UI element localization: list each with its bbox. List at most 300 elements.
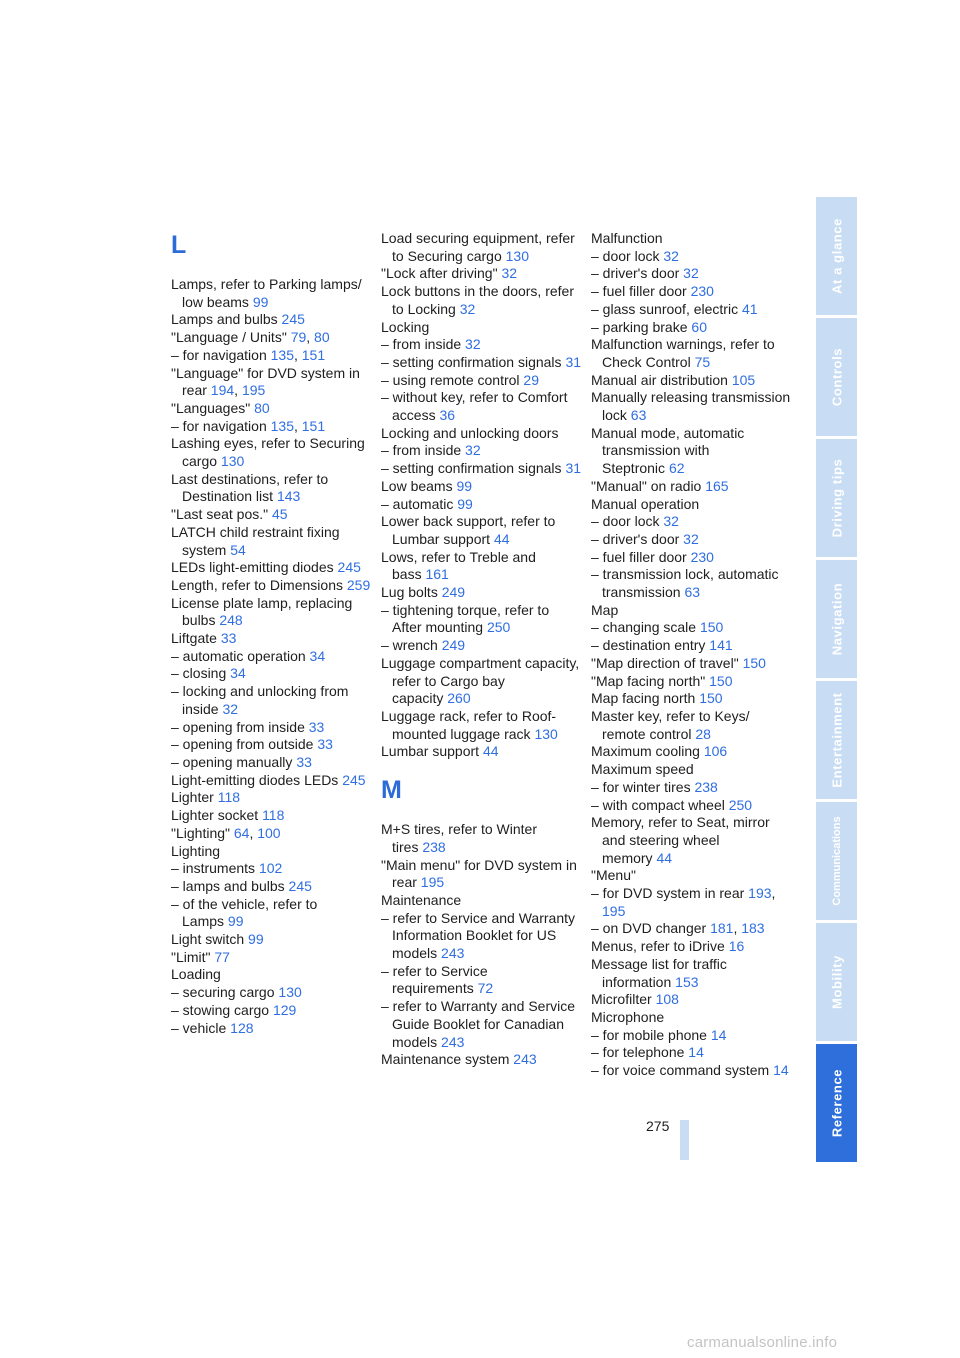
page-reference-link[interactable]: 28 [695, 725, 711, 742]
page-reference-link[interactable]: 259 [346, 576, 371, 593]
index-entry-text: Map [591, 601, 619, 618]
page-reference-link[interactable]: 63 [684, 584, 701, 601]
page-reference-link[interactable]: 62 [668, 460, 685, 477]
index-entry-text: – automatic [381, 495, 454, 512]
page-reference-link[interactable]: 193 [748, 885, 772, 902]
index-entry [591, 1044, 791, 1062]
index-entry [381, 998, 581, 1051]
index-entry-text: – instruments [171, 860, 256, 877]
index-entry [591, 991, 791, 1009]
index-entry-text: – refer to Warranty and Service Guide Booklet for Canadian models [381, 998, 576, 1050]
page-reference-link[interactable]: 36 [439, 407, 456, 424]
index-entry [171, 665, 371, 683]
index-entry-text: "Lighting" [171, 824, 230, 841]
index-entry-text: Loading [171, 966, 221, 983]
page-reference-link[interactable]: 250 [728, 796, 753, 813]
watermark: carmanualsonline.info [687, 1334, 838, 1351]
page-reference-link[interactable]: 130 [505, 247, 529, 264]
page-reference-link[interactable]: 238 [694, 778, 718, 795]
page-reference-link[interactable]: 143 [276, 488, 301, 505]
page-reference-link[interactable]: 60 [691, 318, 707, 335]
page-reference-link[interactable]: 32 [683, 265, 699, 282]
page-reference-link[interactable]: 150 [709, 672, 733, 689]
index-entry [381, 708, 581, 743]
index-entry [171, 400, 371, 418]
index-entry-text: – setting confirmation signals [381, 353, 562, 370]
page-reference-link[interactable]: 79 [290, 329, 307, 346]
index-entry [591, 814, 791, 867]
index-entry-text: Light switch [171, 931, 245, 948]
index-entry-text: "Lock after driving" [381, 265, 498, 282]
index-entry [591, 372, 791, 390]
index-entry [381, 319, 581, 337]
page-reference-link[interactable]: 128 [230, 1019, 254, 1036]
index-entry-text: – tightening torque, refer to After mounting [381, 601, 550, 636]
index-entry-text: Manually releasing transmission lock [591, 389, 791, 424]
page-reference-link[interactable]: 32 [663, 247, 679, 264]
index-entry [171, 860, 371, 878]
index-entry [171, 435, 371, 470]
index-entry [591, 425, 791, 478]
index-entry [591, 673, 791, 691]
index-entry-text: Lighting [171, 842, 221, 859]
index-entry [381, 283, 581, 318]
index-entry [171, 648, 371, 666]
page-reference-link[interactable]: 106 [703, 743, 728, 760]
index-entry-text: – door lock [591, 513, 660, 530]
index-entry [171, 524, 371, 559]
index-entry-text: – for DVD system in rear [591, 885, 745, 902]
index-entry [381, 892, 581, 910]
page-reference-link[interactable]: 32 [465, 336, 481, 353]
index-entry-text: – wrench [381, 637, 438, 654]
page-reference-link[interactable]: 44 [482, 743, 499, 760]
index-entry [591, 549, 791, 567]
index-entry-text: – opening from inside [171, 718, 305, 735]
page-reference-link[interactable]: 130 [220, 453, 245, 470]
page-reference-link[interactable]: 194 [210, 382, 235, 399]
index-entry-text: – from inside [381, 336, 462, 353]
index-entry-text: – changing scale [591, 619, 697, 636]
page-reference-link[interactable]: 31 [565, 460, 582, 477]
page-reference-link[interactable]: 129 [272, 1001, 297, 1018]
index-entry-text: Manual mode, automatic transmission with Steptronic [591, 424, 745, 477]
page-reference-link[interactable]: 118 [262, 807, 285, 824]
index-entry [381, 372, 581, 390]
index-entry-text: "Map direction of travel" [591, 654, 739, 671]
index-entry [171, 311, 371, 329]
index-entry-text: – closing [171, 665, 227, 682]
index-entry [381, 354, 581, 372]
index-entry-text: Lamps and bulbs [171, 311, 278, 328]
index-entry [381, 655, 581, 708]
index-entry-text: Microfilter [591, 991, 652, 1008]
index-entry-text: Last destinations, refer to Destination list [171, 470, 329, 505]
page-reference-link[interactable]: 181 [710, 920, 734, 937]
index-entry [381, 743, 581, 761]
index-entry [591, 531, 791, 549]
index-entry: – for navigation 135, 151 [171, 346, 326, 363]
page-reference-link[interactable]: 130 [278, 984, 302, 1001]
index-entry-text: Message list for traffic information [591, 955, 727, 990]
page-marker-bar [680, 1120, 689, 1160]
page-reference-link[interactable]: 245 [337, 559, 361, 576]
index-entry [591, 637, 791, 655]
index-entry [591, 496, 791, 514]
index-entry-text: – for winter tires [591, 778, 691, 795]
index-entry [591, 690, 791, 708]
index-entry [381, 963, 581, 998]
page-reference-link[interactable]: 130 [534, 725, 558, 742]
page-reference-link[interactable]: 33 [220, 630, 237, 647]
index-entry-text: Master key, refer to Keys/ remote control [591, 707, 750, 742]
page-reference-link[interactable]: 33 [317, 736, 333, 753]
index-entry-text: "Language" for DVD system in rear [171, 364, 360, 399]
index-entry-text: Maximum cooling [591, 743, 700, 760]
page-reference-link[interactable]: 150 [699, 690, 723, 707]
tab-label: Navigation [829, 582, 844, 656]
page-reference-link[interactable]: 32 [683, 530, 699, 547]
index-entry-text: Menus, refer to iDrive [591, 938, 725, 955]
page-reference-link[interactable]: 248 [219, 612, 243, 629]
index-entry-text: – from inside [381, 442, 462, 459]
page-reference-link[interactable]: 195 [420, 874, 445, 891]
index-letter-heading: M [381, 776, 402, 805]
index-entry [591, 797, 791, 815]
index-entry [591, 248, 791, 266]
page-reference-link[interactable]: 99 [457, 495, 473, 512]
index-entry [381, 584, 581, 602]
index-entry [171, 471, 371, 506]
page-reference-link[interactable]: 238 [422, 838, 446, 855]
index-entry-text: Malfunction warnings, refer to Check Control [591, 336, 775, 370]
index-entry-text: Lug bolts [381, 584, 438, 601]
index-entry: "Language" for DVD system in rear 194, 195 [171, 364, 360, 399]
page-reference-link[interactable]: 195 [241, 382, 266, 399]
tab-label: Driving tips [829, 458, 844, 538]
index-entry [591, 336, 791, 371]
tab-label: Controls [829, 347, 844, 407]
page-reference-link[interactable]: 16 [728, 938, 745, 955]
index-entry-text: Lower back support, refer to Lumbar support [381, 513, 556, 547]
index-entry-text: – refer to Service requirements [381, 962, 488, 997]
index-entry [381, 230, 581, 265]
tab-reference[interactable] [816, 1044, 857, 1162]
index-entry [591, 743, 791, 761]
index-entry [171, 843, 371, 861]
index-entry [591, 1062, 791, 1080]
index-entry [171, 719, 371, 737]
tab-mobility[interactable] [816, 923, 857, 1041]
index-entry-text: License plate lamp, replacing bulbs [171, 594, 353, 629]
index-entry [171, 559, 371, 577]
index-entry-text: Lamps, refer to Parking lamps/ low beams [171, 276, 362, 310]
index-entry [381, 478, 581, 496]
index-entry [171, 754, 371, 772]
page-reference-link[interactable]: 80 [254, 399, 270, 416]
index-entry-text: LEDs light-emitting diodes [171, 559, 334, 576]
index-column-2 [381, 230, 581, 1069]
index-entry [381, 910, 581, 963]
section-tabs [816, 197, 857, 1165]
index-entry [171, 931, 371, 949]
index-entry [591, 655, 791, 673]
index-entry [591, 1027, 791, 1045]
index-entry [171, 807, 371, 825]
index-entry [171, 276, 371, 311]
page-reference-link[interactable]: 32 [459, 300, 476, 317]
page-reference-link[interactable]: 135 [270, 417, 294, 434]
index-entry [171, 984, 371, 1002]
index-entry [591, 566, 791, 601]
index-entry [171, 949, 371, 967]
page-reference-link[interactable]: 54 [230, 541, 246, 558]
index-entry-text: Lighter socket [171, 807, 259, 824]
index-entry-text: – fuel filler door [591, 548, 687, 565]
index-entry [171, 595, 371, 630]
page-reference-link[interactable]: 249 [441, 584, 466, 601]
index-entry-text: Malfunction [591, 230, 663, 246]
index-entry-text: – automatic operation [171, 647, 306, 664]
page-reference-link[interactable]: 34 [309, 647, 326, 664]
index-entry [171, 736, 371, 754]
index-entry [381, 496, 581, 514]
index-entry [591, 478, 791, 496]
index-entry-text: – of the vehicle, refer to Lamps [171, 895, 318, 930]
page-reference-link[interactable]: 29 [523, 371, 539, 388]
index-entry-text: – for navigation [171, 417, 267, 434]
index-entry [171, 789, 371, 807]
index-entry [381, 442, 581, 460]
page-reference-link[interactable]: 34 [230, 665, 246, 682]
page-reference-link[interactable]: 243 [513, 1051, 537, 1068]
index-entry [171, 878, 371, 896]
page-reference-link[interactable]: 230 [690, 548, 714, 565]
page-reference-link[interactable]: 150 [742, 654, 766, 671]
page-reference-link[interactable]: 99 [252, 293, 269, 310]
page-reference-link[interactable]: 99 [248, 931, 264, 948]
index-entry [381, 1051, 581, 1069]
page-reference-link[interactable]: 44 [493, 530, 510, 547]
tab-label: At a glance [829, 218, 844, 294]
index-entry-text: – parking brake [591, 318, 688, 335]
index-entry-text: "Manual" on radio [591, 477, 702, 494]
page-reference-link[interactable]: 151 [301, 417, 326, 434]
index-entry [591, 761, 791, 779]
page-reference-link[interactable]: 245 [342, 771, 366, 788]
index-entry-text: – transmission lock, automatic transmission [591, 566, 779, 601]
page-reference-link[interactable]: 31 [565, 353, 582, 370]
index-entry-text: – vehicle [171, 1019, 227, 1036]
index-entry [591, 513, 791, 531]
index-entry-text: Lock buttons in the doors, refer to Locking [381, 283, 574, 317]
index-entry [591, 230, 791, 248]
page-reference-link[interactable]: 150 [699, 619, 724, 636]
index-entry [171, 577, 371, 595]
index-entry [591, 1009, 791, 1027]
index-entry-text: – for telephone [591, 1044, 685, 1061]
index-entry-text: "Limit" [171, 948, 211, 965]
index-entry: – for DVD system in rear 193, 195 [591, 885, 776, 919]
tab-label: Mobility [829, 955, 844, 1009]
index-entry [381, 602, 581, 637]
page-reference-link[interactable]: 32 [663, 513, 679, 530]
page-reference-link[interactable]: 41 [741, 300, 758, 317]
index-entry-text: – driver's door [591, 265, 680, 282]
index-entry [381, 821, 581, 856]
page-reference-link[interactable]: 72 [477, 980, 494, 997]
index-entry: "Lighting" 64, 100 [171, 824, 281, 841]
tab-communications[interactable] [816, 802, 857, 920]
index-entry-text: "Languages" [171, 399, 251, 416]
index-entry-text: – using remote control [381, 371, 520, 388]
index-entry-text: Light-emitting diodes LEDs [171, 771, 339, 788]
index-entry [171, 506, 371, 524]
index-entry-text: "Menu" [591, 867, 636, 884]
page-reference-link[interactable]: 80 [314, 329, 330, 346]
index-entry-text: – refer to Service and Warranty Information Booklet for US models [381, 909, 576, 962]
page-reference-link[interactable]: 151 [301, 346, 326, 363]
page-reference-link[interactable]: 33 [308, 718, 325, 735]
index-entry-text: Liftgate [171, 630, 217, 647]
page-reference-link[interactable]: 64 [233, 824, 250, 841]
page-reference-link[interactable]: 105 [731, 371, 756, 388]
index-entry [381, 857, 581, 892]
page-reference-link[interactable]: 250 [486, 619, 511, 636]
index-entry [591, 708, 791, 743]
page-reference-link[interactable]: 141 [709, 637, 733, 654]
index-column-1 [171, 230, 371, 1037]
index-entry [381, 336, 581, 354]
page-reference-link[interactable]: 100 [257, 824, 281, 841]
index-entry [591, 602, 791, 620]
page-reference-link[interactable]: 14 [688, 1044, 704, 1061]
page-reference-link[interactable]: 195 [602, 902, 626, 919]
index-entry-text: – locking and unlocking from inside [171, 683, 349, 717]
index-entry-text: – driver's door [591, 530, 680, 547]
page-reference-link[interactable]: 108 [655, 991, 679, 1008]
index-entry [591, 389, 791, 424]
tab-at-a-glance[interactable] [816, 197, 857, 315]
tab-entertainment[interactable] [816, 681, 857, 799]
index-letter-heading: L [171, 231, 187, 259]
page-reference-link[interactable]: 75 [694, 353, 711, 370]
page-reference-link[interactable]: 33 [296, 753, 312, 770]
index-entry [171, 772, 371, 790]
index-entry [591, 265, 791, 283]
index-entry-text: "Map facing north" [591, 672, 706, 689]
page-reference-link[interactable]: 32 [501, 265, 518, 282]
index-entry-text: LATCH child restraint fixing system [171, 523, 340, 558]
page-reference-link[interactable]: 245 [288, 877, 312, 894]
page-reference-link[interactable]: 245 [281, 311, 305, 328]
page-reference-link[interactable]: 230 [690, 283, 714, 300]
page-number: 275 [646, 1118, 670, 1134]
index-entry-text: Manual operation [591, 495, 700, 512]
index-entry-text: Microphone [591, 1008, 665, 1025]
index-entry [381, 513, 581, 548]
index-entry-text: – securing cargo [171, 984, 275, 1001]
page-reference-link[interactable]: 260 [447, 690, 471, 707]
index-entry-text: Map facing north [591, 690, 696, 707]
index-entry-text: – setting confirmation signals [381, 460, 562, 477]
index-entry-text: Maintenance [381, 891, 462, 908]
index-entry [171, 1002, 371, 1020]
tab-navigation[interactable] [816, 560, 857, 678]
index-entry-text: – opening manually [171, 753, 293, 770]
page-reference-link[interactable]: 102 [258, 860, 283, 877]
index-entry [591, 956, 791, 991]
index-entry [381, 265, 581, 283]
index-entry-text: – fuel filler door [591, 283, 687, 300]
page-reference-link[interactable]: 77 [214, 948, 230, 965]
index-entry: – for navigation 135, 151 [171, 417, 326, 434]
tab-label: Reference [829, 1068, 844, 1138]
tab-driving-tips[interactable] [816, 439, 857, 557]
page-reference-link[interactable]: 161 [425, 566, 449, 583]
index-entry [381, 425, 581, 443]
page-reference-link[interactable]: 32 [222, 700, 239, 717]
index-entry-text: – on DVD changer [591, 920, 707, 937]
page-reference-link[interactable]: 14 [773, 1062, 789, 1079]
index-entry [591, 319, 791, 337]
index-entry [591, 301, 791, 319]
index-entry-text: Lumbar support [381, 743, 480, 760]
index-entry: "Language / Units" 79, 80 [171, 329, 330, 346]
index-entry-text: Low beams [381, 477, 453, 494]
index-entry-text: – destination entry [591, 637, 706, 654]
index-entry [381, 549, 581, 584]
index-entry-text: Locking and unlocking doors [381, 424, 559, 441]
page-reference-link[interactable]: 153 [675, 973, 699, 990]
page-reference-link[interactable]: 45 [272, 506, 288, 523]
index-column-3 [591, 230, 791, 1080]
page-reference-link[interactable]: 44 [656, 849, 673, 866]
index-entry-text: "Language / Units" [171, 329, 287, 346]
index-entry-text: Maintenance system [381, 1051, 510, 1068]
index-entry-text: Locking [381, 318, 430, 335]
page-reference-link[interactable]: 135 [270, 346, 294, 363]
index-entry-text: Lighter [171, 789, 214, 806]
page-reference-link[interactable]: 249 [441, 637, 466, 654]
page-reference-link[interactable]: 243 [441, 1033, 465, 1050]
index-entry [171, 1020, 371, 1038]
index-entry-text: – opening from outside [171, 736, 314, 753]
page-reference-link[interactable]: 243 [441, 945, 465, 962]
page-reference-link[interactable]: 183 [741, 920, 765, 937]
index-entry-text: – glass sunroof, electric [591, 300, 739, 317]
page-reference-link[interactable]: 63 [630, 407, 647, 424]
index-entry-text: Length, refer to Dimensions [171, 576, 343, 593]
page-reference-link[interactable]: 14 [710, 1026, 727, 1043]
index-entry-text: – stowing cargo [171, 1001, 270, 1018]
page-reference-link[interactable]: 32 [465, 442, 481, 459]
index-entry [171, 630, 371, 648]
tab-controls[interactable] [816, 318, 857, 436]
page-reference-link[interactable]: 165 [705, 477, 729, 494]
index-entry-text: – without key, refer to Comfort access [381, 389, 568, 424]
page-reference-link[interactable]: 99 [456, 477, 473, 494]
page-reference-link[interactable]: 99 [227, 913, 244, 930]
page-reference-link[interactable]: 118 [217, 789, 241, 806]
index-entry [381, 637, 581, 655]
index-entry-text: Luggage compartment capacity, refer to Cargo bay capacity [381, 654, 580, 707]
index-entry-text: – for mobile phone [591, 1026, 707, 1043]
index-entry [591, 283, 791, 301]
index-entry-text: Luggage rack, refer to Roof-mounted luggage rack [381, 707, 557, 742]
index-entry [381, 389, 581, 424]
index-entry-text: – for navigation [171, 346, 267, 363]
